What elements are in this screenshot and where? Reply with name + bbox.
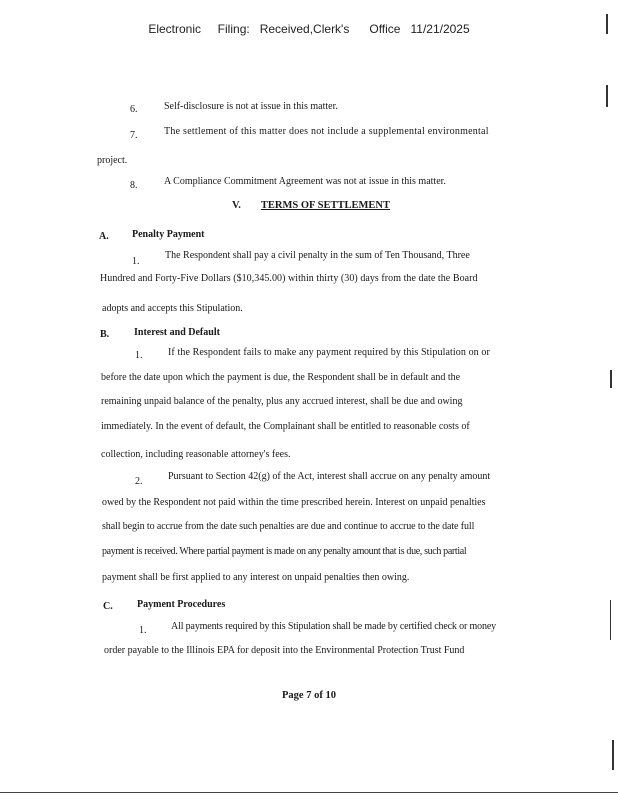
subsection-a-letter: A.: [99, 231, 109, 242]
para-a1-line1: The Respondent shall pay a civil penalty in the sum of Ten Thousand, Three: [165, 250, 470, 261]
para-a1-line3: adopts and accepts this Stipulation.: [102, 303, 243, 314]
para-c1-line2: order payable to the Illinois EPA for deposit into the Environmental Protection Trust Fund: [104, 645, 465, 656]
scan-edge-mark: [606, 14, 608, 34]
item-7-text-line1: The settlement of this matter does not include a supplemental environmental: [164, 126, 489, 137]
para-c1-number: 1.: [139, 625, 147, 636]
para-b2-line5: payment shall be first applied to any interest on unpaid penalties then owing.: [102, 572, 410, 583]
para-b2-line3: shall begin to accrue from the date such penalties are due and continue to accrue to the date full: [102, 521, 475, 532]
para-a1-number: 1.: [132, 256, 140, 267]
subsection-c-title: Payment Procedures: [137, 599, 226, 610]
item-8-text: A Compliance Commitment Agreement was not at issue in this matter.: [164, 176, 446, 187]
subsection-a-title: Penalty Payment: [132, 229, 205, 240]
para-b2-line4: payment is received. Where partial payment is made on any penalty amount that is due, such partial: [102, 546, 467, 557]
para-b1-line1: If the Respondent fails to make any payment required by this Stipulation on or: [168, 347, 490, 358]
filing-stamp: Electronic Filing: Received,Clerk's Office 11/21/2025: [148, 22, 470, 36]
item-6-number: 6.: [130, 104, 138, 115]
para-b1-line5: collection, including reasonable attorney's fees.: [101, 449, 291, 460]
para-b1-number: 1.: [135, 350, 143, 361]
subsection-b-letter: B.: [100, 329, 110, 340]
item-8-number: 8.: [130, 180, 138, 191]
section-heading: [232, 200, 390, 211]
para-c1-line1: All payments required by this Stipulation shall be made by certified check or money: [171, 621, 496, 632]
section-number: V.: [232, 200, 241, 211]
para-b1-line4: immediately. In the event of default, the Complainant shall be entitled to reasonable costs of: [101, 421, 470, 432]
para-a1-line2: Hundred and Forty-Five Dollars ($10,345.00) within thirty (30) days from the date the Board: [100, 273, 478, 284]
item-7-number: 7.: [130, 130, 138, 141]
section-title: TERMS OF SETTLEMENT: [260, 200, 390, 211]
para-b1-line3: remaining unpaid balance of the penalty, plus any accrued interest, shall be due and owing: [101, 396, 463, 407]
subsection-c-letter: C.: [103, 601, 113, 612]
scan-edge-mark: [606, 85, 608, 107]
scan-bottom-edge: [0, 792, 618, 793]
scan-edge-mark: [610, 370, 612, 388]
para-b2-line1: Pursuant to Section 42(g) of the Act, interest shall accrue on any penalty amount: [168, 471, 491, 482]
item-6-text: Self-disclosure is not at issue in this matter.: [164, 101, 338, 112]
item-7-text-line2: project.: [97, 155, 128, 166]
para-b1-line2: before the date upon which the payment is due, the Respondent shall be in default and the: [101, 372, 461, 383]
para-b2-number: 2.: [135, 476, 143, 487]
scan-edge-mark: [612, 740, 614, 770]
para-b2-line2: owed by the Respondent not paid within the time prescribed herein. Interest on unpaid penalties: [102, 497, 486, 508]
scan-edge-mark: [610, 600, 611, 640]
page-number: Page 7 of 10: [282, 690, 336, 701]
subsection-b-title: Interest and Default: [134, 327, 220, 338]
